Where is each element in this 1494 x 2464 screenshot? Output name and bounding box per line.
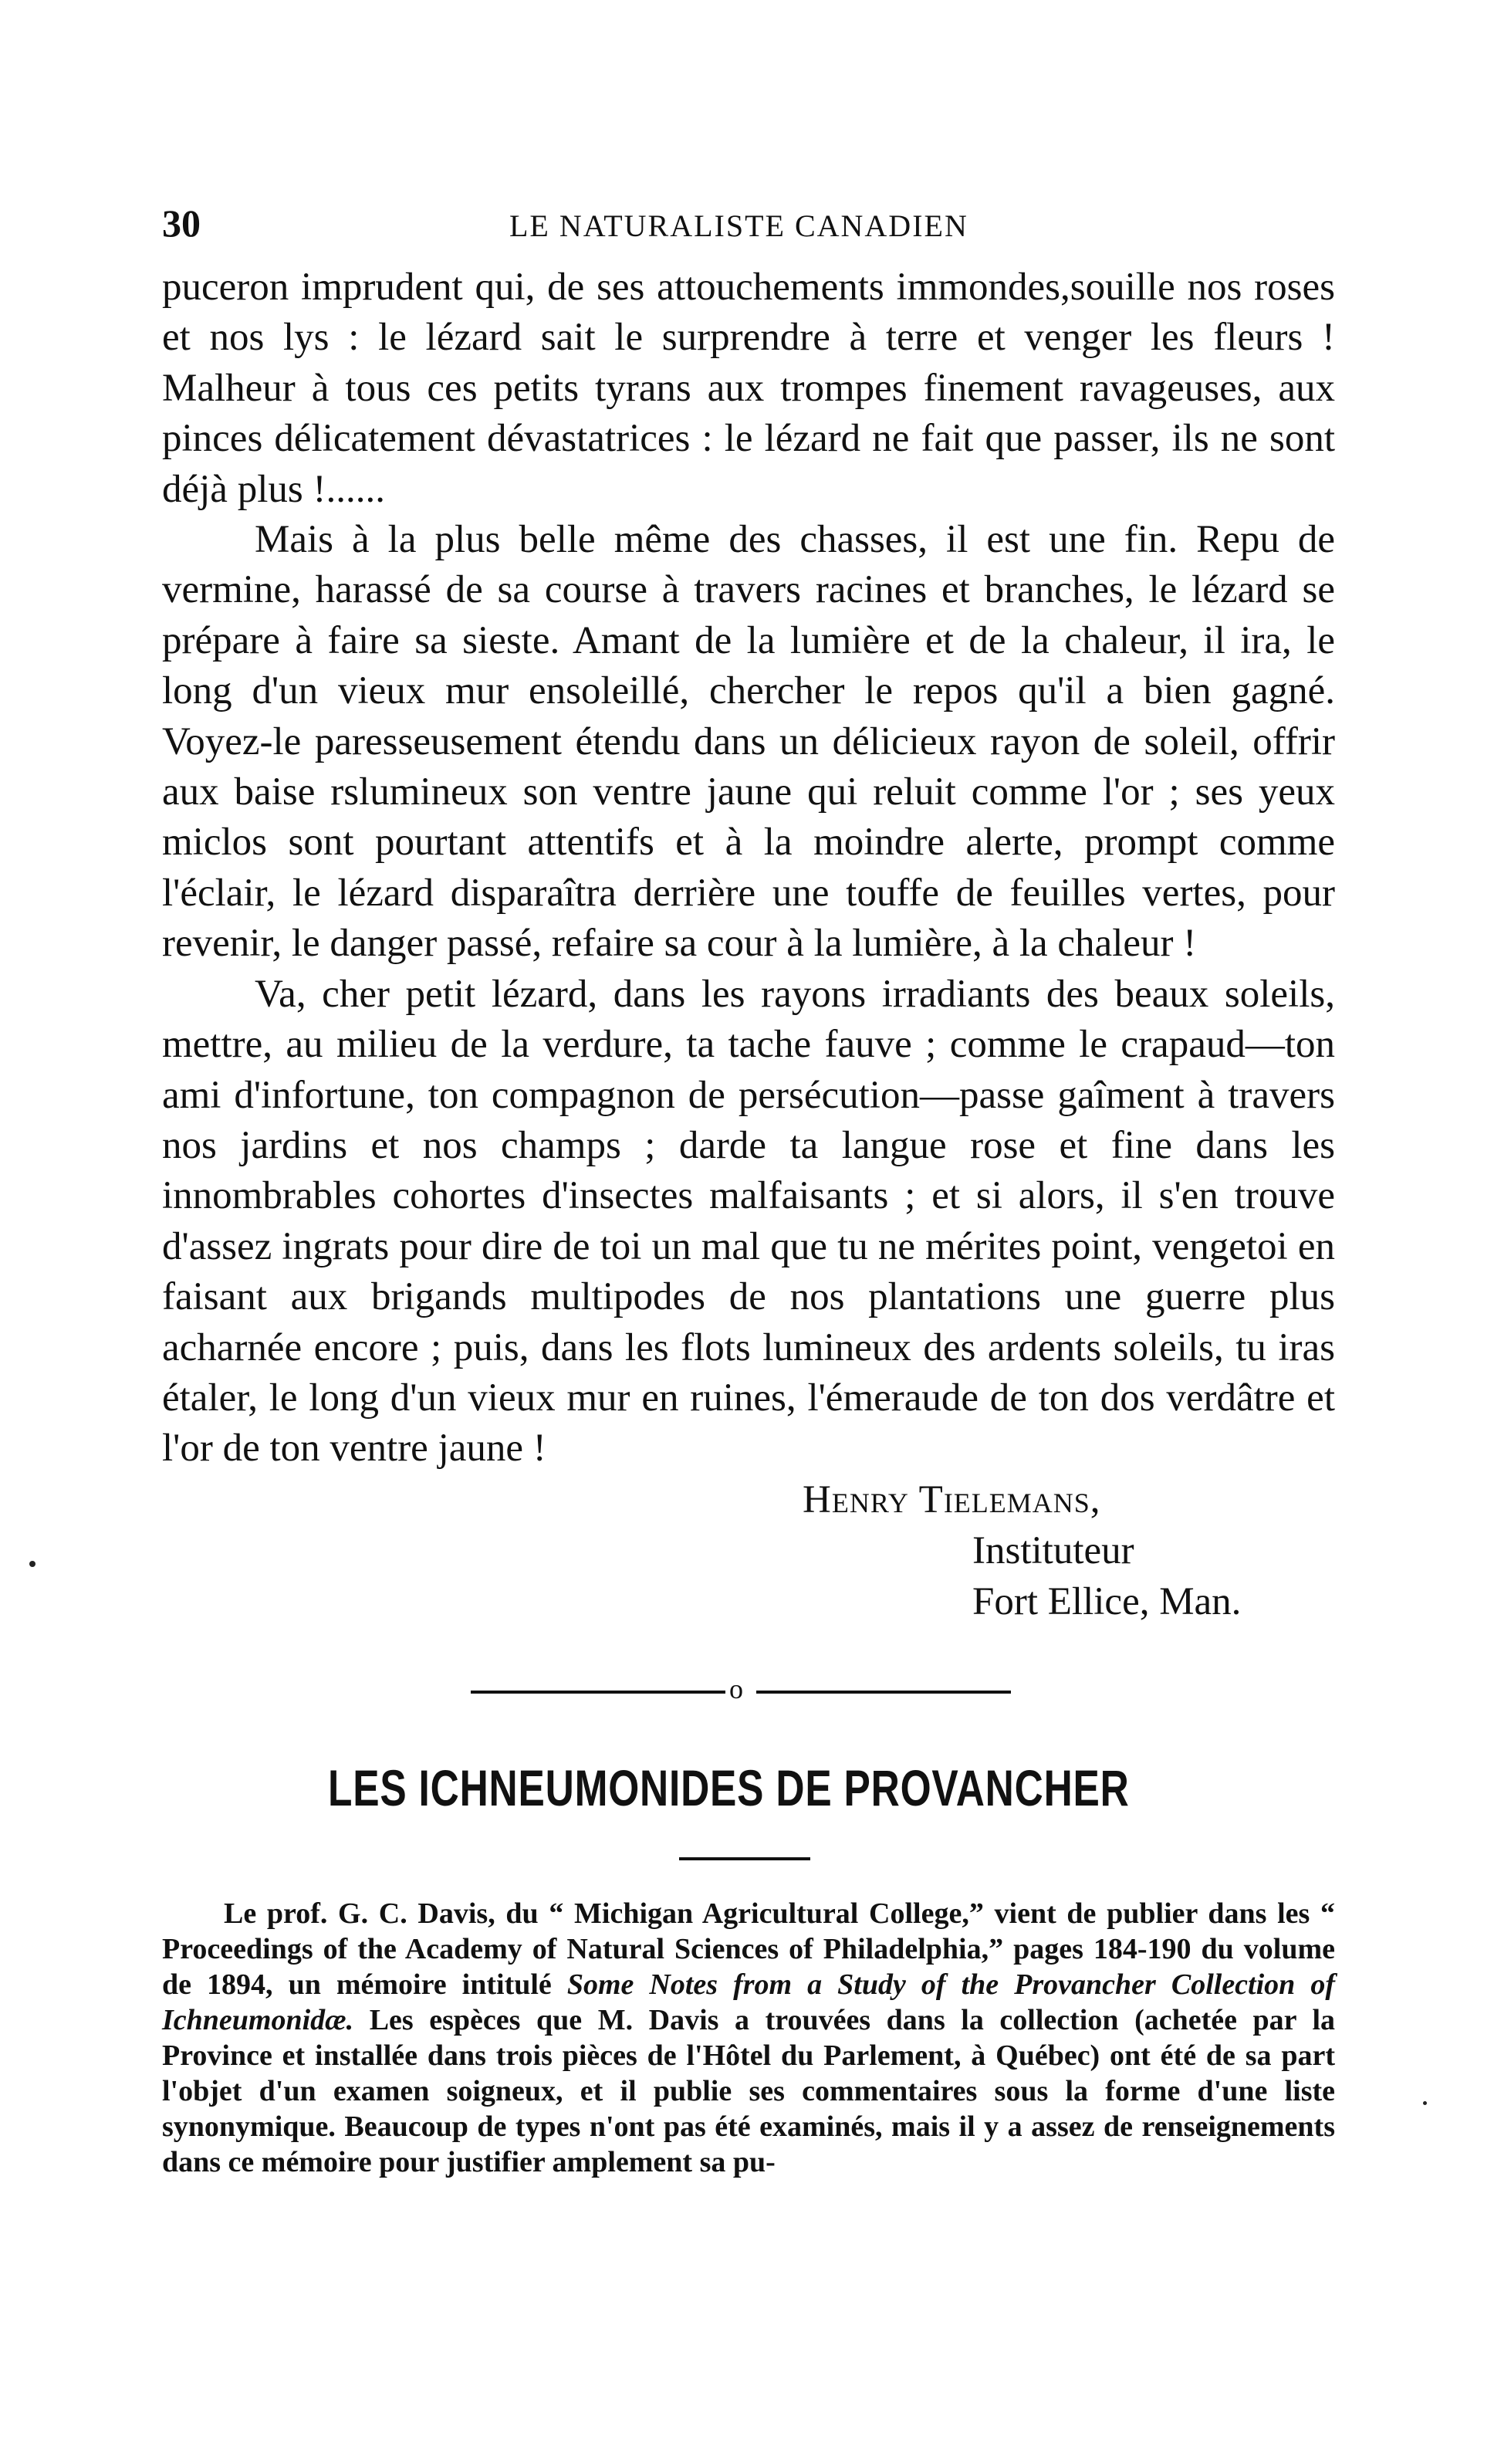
author-place: Fort Ellice, Man. [972, 1579, 1242, 1623]
paragraph: Va, cher petit lézard, dans les rayons irradiants des beaux soleils, mettre, au milieu de la verdure, ta tache fauve ; comme le crapaud—ton ami d'infortune, ton compagnon de persécution—passe gaîment à travers nos jardins et nos champs ; darde ta langue rose et fine dans les innombrables cohortes d'insectes malfaisants ; et si alors, il s'en trouve d'assez ingrats pour dire de toi un mal que tu ne mérites point, vengetoi en faisant aux brigands multipodes de nos plantations une guerre plus acharnée encore ; puis, dans les flots lumineux des ardents soleils, tu iras étaler, le long d'un vieux mur en ruines, l'émeraude de ton dos verdâtre et l'or de ton ventre jaune ! [162, 972, 1335, 1471]
author-role: Instituteur [972, 1528, 1134, 1572]
article-title: LES ICHNEUMONIDES DE PROVANCHER [328, 1758, 1130, 1816]
section-divider [162, 1674, 1335, 1704]
italic-work-title: Some Notes from a Study of the Provancher Collection of Ichneumonidæ. [162, 1968, 1335, 2036]
paragraph: puceron imprudent qui, de ses attouchements immondes,souille nos roses et nos lys : le lézard sait le surprendre à terre et venger les fleurs ! Malheur à tous ces petits tyrans aux trompes finement ravageuses, aux pinces délicatement dévastatrices : le lézard ne fait que passer, ils ne sont déjà plus !...... [162, 266, 1335, 511]
article-lezard [162, 262, 1335, 1627]
body-text-start: Le prof. G. C. Davis, du “ Michigan Agricultural College,” vient de publier dans les “ Proceedings of the Academy of Natural Sciences of Philadelphia,” pages 184-190 du volume de 1894, un mémoire intitulé [162, 1897, 1335, 2001]
print-speck [29, 1561, 35, 1567]
paragraph: Mais à la plus belle même des chasses, il est une fin. Repu de vermine, harassé de sa course à travers racines et branches, le lézard se prépare à faire sa sieste. Amant de la lumière et de la chaleur, il ira, le long d'un vieux mur ensoleillé, chercher le repos qu'il a bien gagné. Voyez-le paresseusement étendu dans un délicieux rayon de soleil, offrir aux baise rslumineux son ventre jaune qui reluit comme l'or ; ses yeux miclos sont pourtant attentifs et à la moindre alerte, prompt comme l'éclair, le lézard disparaîtra derrière une touffe de feuilles vertes, pour revenir, le danger passé, refaire sa cour à la lumière, à la chaleur ! [162, 518, 1335, 966]
page-number: 30 [162, 201, 201, 245]
page [162, 201, 1335, 2180]
divider-rule-left [471, 1691, 725, 1694]
journal-title: LE NATURALISTE CANADIEN [509, 208, 968, 243]
title-underline-rule [679, 1857, 810, 1860]
article-ichneumonides [162, 1758, 1335, 2180]
signature-block [162, 1474, 1335, 1627]
running-head [162, 201, 1335, 262]
divider-rule-right [756, 1691, 1011, 1694]
body-text-end: Les espèces que M. Davis a trouvées dans la collection (achetée par la Province et installée dans trois pièces de l'Hôtel du Parlement, à Québec) ont été de sa part l'objet d'un examen soigneux, et il publie ses commentaires sous la forme d'une liste synonymique. Beaucoup de types n'ont pas été examinés, mais il y a assez de renseignements dans ce mémoire pour justifier amplement sa pu- [162, 2003, 1335, 2178]
article-body [162, 1896, 1335, 2180]
print-speck [1423, 2101, 1427, 2105]
divider-ornament: o [729, 1673, 743, 1704]
author-name: Henry Tielemans, [803, 1477, 1101, 1521]
